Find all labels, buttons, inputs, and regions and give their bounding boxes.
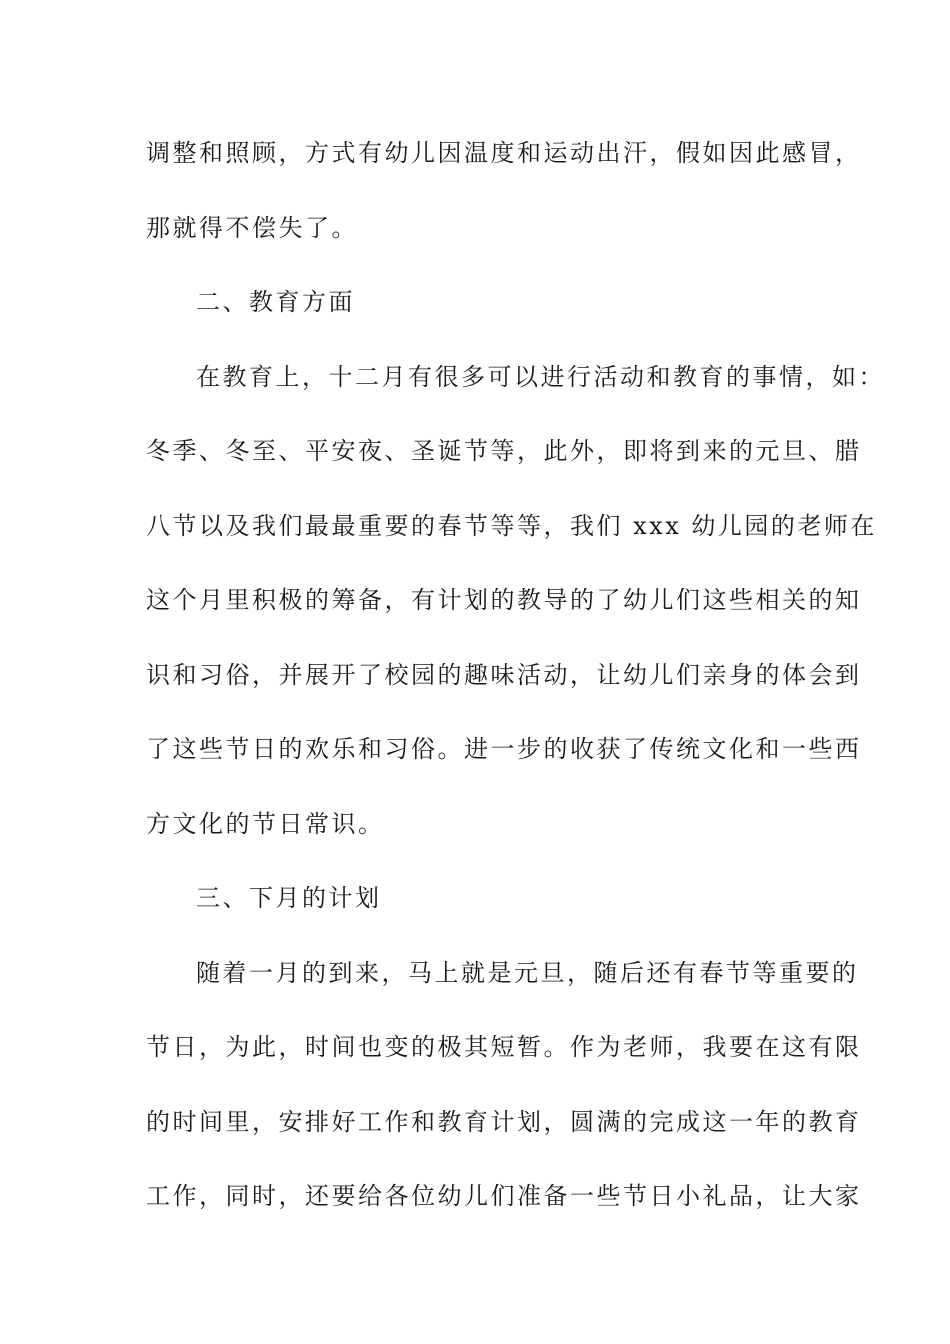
section-heading-next-month-plan: 三、下月的计划 xyxy=(196,884,382,912)
paragraph-line: 调整和照顾，方式有幼儿因温度和运动出汗，假如因此感冒， xyxy=(146,139,862,167)
paragraph-line: 方文化的节日常识。 xyxy=(146,809,385,838)
document-body xyxy=(146,128,885,1246)
paragraph-line: 工作，同时，还要给各位幼儿们准备一些节日小礼品，让大家 xyxy=(146,1182,862,1210)
paragraph-line: 了这些节日的欢乐和习俗。进一步的收获了传统文化和一些西 xyxy=(146,735,862,763)
paragraph-line: 那就得不偿失了。 xyxy=(146,213,358,242)
paragraph-line: 在教育上，十二月有很多可以进行活动和教育的事情，如： xyxy=(196,362,885,391)
paragraph-line: 冬季、冬至、平安夜、圣诞节等，此外，即将到来的元旦、腊 xyxy=(146,437,862,465)
paragraph-line: 随着一月的到来，马上就是元旦，随后还有春节等重要的 xyxy=(196,958,859,987)
paragraph-line: 八节以及我们最最重要的春节等等，我们 xxx 幼儿园的老师在 xyxy=(146,511,877,540)
section-heading-education: 二、教育方面 xyxy=(196,288,355,316)
paragraph-line: 这个月里积极的筹备，有计划的教导的了幼儿们这些相关的知 xyxy=(146,586,862,614)
paragraph-line: 识和习俗，并展开了校园的趣味活动，让幼儿们亲身的体会到 xyxy=(146,660,862,689)
paragraph-line: 节日，为此，时间也变的极其短暂。作为老师，我要在这有限 xyxy=(146,1033,862,1061)
paragraph-line: 的时间里，安排好工作和教育计划，圆满的完成这一年的教育 xyxy=(146,1107,862,1136)
